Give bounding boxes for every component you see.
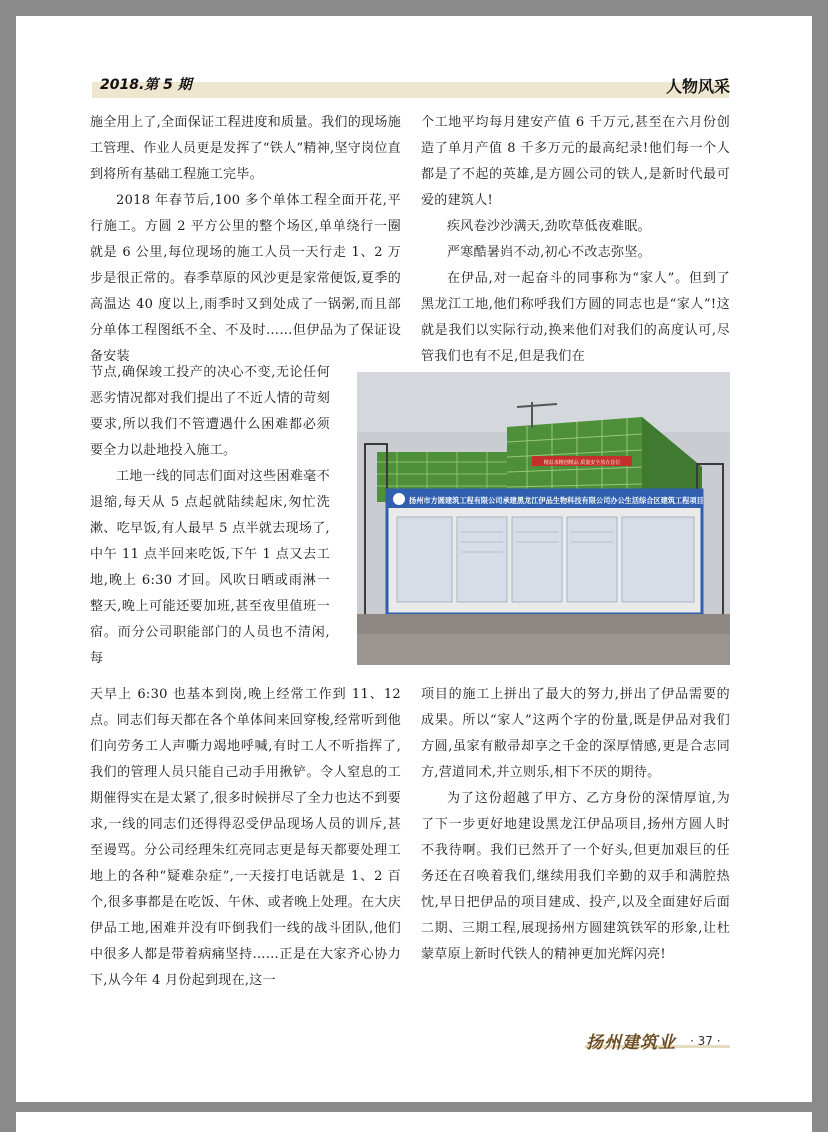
page-number: · 37 ·: [690, 1034, 721, 1048]
paragraph: 天早上 6:30 也基本到岗,晚上经常工作到 11、12 点。同志们每天都在各个单体间来回穿梭,经常听到他们向劳务工人声嘶力竭地呼喊,有时工人不听指挥了,我们的管理人员只能自己动手用揪铲。令人窒息的工期催得实在是太紧了,很多时候拼尽了全力也达不到要求,一线的同志们还得得忍受伊品现场人员的训斥,甚至谩骂。分公司经理朱红亮同志更是每天都要处理工地上的各种“疑难杂症”,一天接打电话就是 1、2 百个,很多事都是在吃饭、午休、或者晚上处理。在大庆伊品工地,困难并没有吓倒我们一线的战斗团队,他们中很多人都是带着病痛坚持……正是在大家齐心协力下,从今年 4 月份起到现在,这一: [90, 687, 401, 988]
paragraph: 2018 年春节后,100 多个单体工程全面开花,平行施工。方圆 2 平方公里的整个场区,单单绕行一圈就是 6 公里,每位现场的施工人员一天行走 1、2 万步是很正常的。春季草原的风沙更是家常便饭,夏季的高温达 40 度以上,雨季时又到处成了一锅粥,而且部分单体工程图纸不全、不及时……但伊品为了保证设备安装: [90, 193, 401, 364]
poem-line: 疾风卷沙沙满天,劲吹草低夜难眠。: [447, 219, 651, 234]
right-column-top: [421, 110, 730, 370]
right-column-bottom: [421, 682, 730, 968]
paragraph: 施全用上了,全面保证工程进度和质量。我们的现场施工管理、作业人员更是发挥了“铁人”精神,坚守岗位直到将所有基础工程施工完毕。: [90, 115, 401, 182]
magazine-brand: 扬州建筑业: [586, 1033, 676, 1053]
banner-text: 精益求精创精品 质量安全放在首位: [543, 460, 621, 466]
paragraph: 为了这份超越了甲方、乙方身份的深情厚谊,为了下一步更好地建设黑龙江伊品项目,扬州方圆人时不我待啊。我们已然开了一个好头,但更加艰巨的任务还在召唤着我们,继续用我们辛勤的双手和满腔热忱,早日把伊品的项目建成、投产,以及全面建好后面二期、三期工程,展现扬州方圆建筑铁军的形象,让杜蒙草原上新时代铁人的精神更加光辉闪亮!: [421, 791, 730, 962]
issue-label: 2018.第 5 期: [100, 77, 192, 93]
company-logo-icon: [393, 493, 405, 505]
billboard-title: 扬州市方圆建筑工程有限公司承建黑龙江伊品生物科技有限公司办公生活综合区建筑工程项目: [409, 496, 704, 505]
section-title: 人物风采: [665, 77, 730, 96]
left-column-top: [90, 110, 401, 370]
paragraph: 节点,确保竣工投产的决心不变,无论任何恶劣情况都对我们提出了不近人情的苛刻要求,所以我们不管遭遇什么困难都必须要全力以赴地投入施工。: [90, 365, 330, 458]
paragraph: 项目的施工上拼出了最大的努力,拼出了伊品需要的成果。所以“家人”这两个字的份量,既是伊品对我们方圆,虽家有敝帚却享之千金的深厚情感,更是合志同方,营道同术,并立则乐,相下不厌的期待。: [421, 687, 730, 780]
paragraph: 工地一线的同志们面对这些困难毫不退缩,每天从 5 点起就陆续起床,匆忙洗漱、吃早饭,有人最早 5 点半就去现场了,中午 11 点半回来吃饭,下午 1 点又去工地,晚上 6:30 才回。风吹日晒或雨淋一整天,晚上可能还要加班,甚至夜里值班一宿。而分公司职能部门的人员也不清闲,每: [90, 469, 330, 666]
paragraph: 在伊品,对一起奋斗的同事称为“家人”。但到了黑龙江工地,他们称呼我们方圆的同志也是“家人”!这就是我们以实际行动,换来他们对我们的高度认可,尽管我们也有不足,但是我们在: [421, 271, 730, 364]
paragraph: 个工地平均每月建安产值 6 千万元,甚至在六月份创造了单月产值 8 千多万元的最高纪录!他们每一个人都是了不起的英雄,是方圆公司的铁人,是新时代最可爱的建筑人!: [421, 115, 730, 208]
poem-line: 严寒酷暑岿不动,初心不改志弥坚。: [447, 245, 651, 260]
construction-site-photo: [357, 372, 730, 665]
next-page-edge: [16, 1112, 812, 1132]
left-column-wrap: [90, 360, 330, 672]
left-column-bottom: [90, 682, 401, 994]
